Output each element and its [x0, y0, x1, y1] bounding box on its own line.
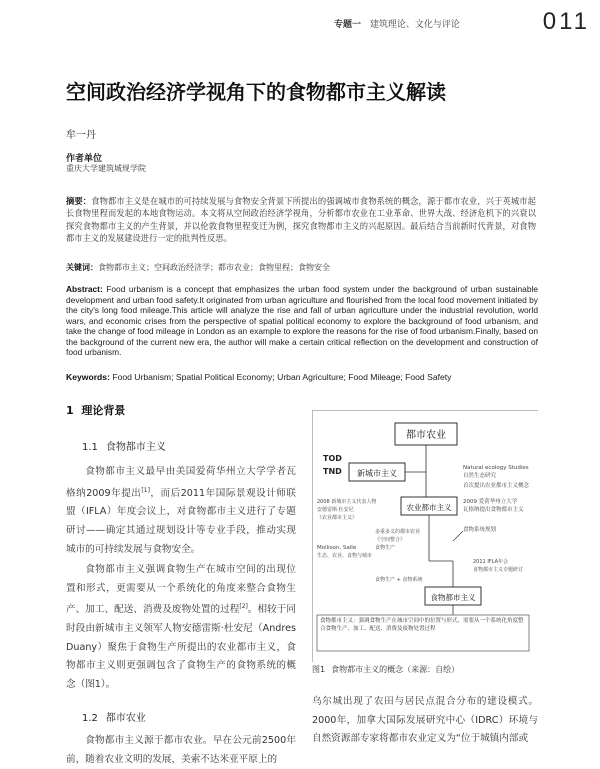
- abstract-en-label: Abstract:: [66, 284, 103, 294]
- paragraph-3-text: 食物都市主义源于都市农业。早在公元前2500年前，随着农业文明的发展，美索不达米亚平原上的: [66, 735, 296, 765]
- left-note-3: 《农业都市主义》: [317, 515, 358, 521]
- keywords-en-text: Food Urbanism; Spatial Political Economy; Urban Agriculture; Food Mileage; Food Safety: [112, 372, 452, 382]
- food-urbanism-label: 食物都市主义: [430, 593, 476, 602]
- section-topic: 建筑理论、文化与评论: [369, 20, 460, 30]
- new-urbanism-label: 新城市主义: [357, 469, 397, 478]
- figure-caption-text: 食物都市主义的概念（来源：自绘）: [331, 665, 460, 674]
- article-title: 空间政治经济学视角下的食物都市主义解读: [66, 80, 446, 104]
- right-note-3: 首次提出农业都市主义概念: [463, 483, 530, 489]
- subsection-title: 食物都市主义: [105, 442, 166, 453]
- left-note-1: 2008 新城市主义代表人物: [317, 499, 377, 505]
- right-note-2: 自然生态研究: [463, 473, 497, 479]
- paragraph-right: [312, 693, 538, 749]
- paragraph-2: [66, 561, 296, 694]
- figure-1: [312, 410, 538, 662]
- subsection-heading-1-2: [82, 709, 146, 724]
- right-note-1: Natural ecology Studies: [463, 465, 529, 471]
- author-name: 牟一丹: [66, 130, 96, 141]
- keywords-en: [66, 372, 451, 382]
- abstract-en: [66, 284, 538, 358]
- section-number: 1: [66, 404, 74, 417]
- page-number: 011: [542, 8, 590, 35]
- connector-line: [453, 531, 463, 541]
- paragraph-right-text: 乌尔城出现了农田与居民点混合分布的建设模式。2000年，加拿大国际发展研究中心（IDRC）环境与自然资源部专家将都市农业定义为“位于城镇内部或: [312, 696, 538, 745]
- urban-agriculture-label: 都市农业: [406, 430, 446, 441]
- paragraph-1-text-b: ，而后2011年国际景观设计师联盟（IFLA）年度会议上，对食物都市主义进行了专题研讨——确定其通过规划设计等专业手段，推动实现城市的可持续发展与食物安全。: [66, 487, 296, 555]
- paragraph-2-text-b: 。相较于同时段由新城市主义领军人物安德雷斯·杜安尼（Andres Duany）聚焦于食物生产所提出的农业都市主义，食物都市主义则更强调包含了食物生产的食物系统的概念（图1）。: [66, 604, 297, 690]
- citation-1: [1]: [141, 486, 150, 494]
- keywords-cn-text: 食物都市主义；空间政治经济学；都市农业；食物里程；食物安全: [98, 263, 330, 272]
- affiliation: 重庆大学建筑城规学院: [66, 164, 146, 173]
- definition-text-wrapper: [320, 617, 526, 651]
- abstract-cn: [66, 195, 536, 244]
- left-note-5: 生态、农业、食物与城市: [317, 553, 373, 559]
- abstract-cn-text: 食物都市主义是在城市的可持续发展与食物安全背景下所提出的强调城市食物系统的概念，源于都市农业，兴于英城市起长食物里程而发起的本地食物运动。本文将从空间政治经济学视角，分析都市农业在工业革命、世界大战、经济危机下的兴衰以探究食物都市主义的产生背景，并以伦敦食物里程变迁为例，探究食物都市主义的兴起原因。最后结合当前新时代背景，对食物都市主义的发展建设进行一定的批判性反思。: [66, 196, 536, 243]
- right-mid-note-2: 2011 IFLA年会: [473, 559, 508, 565]
- subsection-number: 1.1: [82, 442, 98, 453]
- right-note-4: 2009 爱荷华州立大学: [463, 499, 518, 505]
- section-title: 理论背景: [81, 404, 126, 417]
- agricultural-urbanism-label: 农业都市主义: [406, 503, 452, 512]
- figure-caption: [312, 664, 459, 675]
- concept-diagram: [313, 411, 539, 663]
- right-mid-note-1: 食物系统规划: [463, 527, 497, 533]
- right-mid-note-3: 食物都市主义专题研讨: [473, 567, 524, 573]
- paragraph-2-text-a: 食物都市主义强调食物生产在城市空间的出现位置和形式，更需要从一个系统化的角度来整合食物生产、加工、配送、消费及废物处置的过程: [66, 564, 296, 616]
- mid-note-3: 食物生产: [375, 545, 396, 551]
- citation-2: [2]: [239, 603, 248, 611]
- affiliation-heading: 作者单位: [66, 154, 103, 164]
- keywords-cn-label: 关键词：: [66, 263, 98, 272]
- left-note-4: Mollison, Salle: [317, 545, 357, 551]
- keywords-en-label: Keywords:: [66, 372, 110, 382]
- mid-note-2: 《空间整合》: [375, 537, 406, 543]
- keywords-cn: [66, 262, 330, 273]
- mid-note-1: 多重多义的都市农业: [375, 529, 421, 535]
- right-note-5: 瓦格纳提出食物都市主义: [463, 507, 524, 513]
- definition-text: 食物都市主义：强调食物生产在城市空间中的位置与形式，需要从一个系统化角度整合食物生产、加工、配送、消费及废物处置过程: [320, 618, 524, 632]
- paragraph-1: [66, 463, 296, 559]
- abstract-cn-label: 摘要：: [66, 196, 92, 206]
- figure-caption-label: 图1: [312, 665, 326, 674]
- subsection-heading-1-1: [82, 438, 166, 453]
- subsection-number: 1.2: [82, 713, 98, 724]
- page-header: [334, 8, 596, 34]
- section-label: 专题一: [334, 20, 362, 30]
- left-note-2: 安德雷斯·杜安尼: [317, 507, 354, 513]
- tod-tag: TOD: [323, 454, 342, 463]
- tnd-tag: TND: [323, 467, 342, 476]
- section-heading: [66, 402, 125, 418]
- mid-note-4: 食物生产 + 食物系统: [375, 577, 423, 583]
- paragraph-3: [66, 732, 296, 769]
- abstract-en-text: Food urbanism is a concept that emphasizes the urban food system under the background of urban sustainable development and urban food safety.It originated from urban agriculture and flourished from the local food movement initiated by the city's long food mileage.This article will analyze the rise and fall of urban agriculture under the industrial revolution, world wars, and economic crises from the perspective of spatial political economy to explore the background of food urbanism, and take the change of food mileage in London as an example to explore the reasons for the rise of food urbanism.Finally, based on the background of the current new era, the author will make a certain critical reflection on the development and construction of food urbanism.: [66, 284, 539, 357]
- running-header: [334, 17, 460, 30]
- paragraph-1-text-a: 食物都市主义最早由美国爱荷华州立大学学者瓦格纳2009年提出: [66, 466, 296, 499]
- subsection-title: 都市农业: [105, 713, 146, 724]
